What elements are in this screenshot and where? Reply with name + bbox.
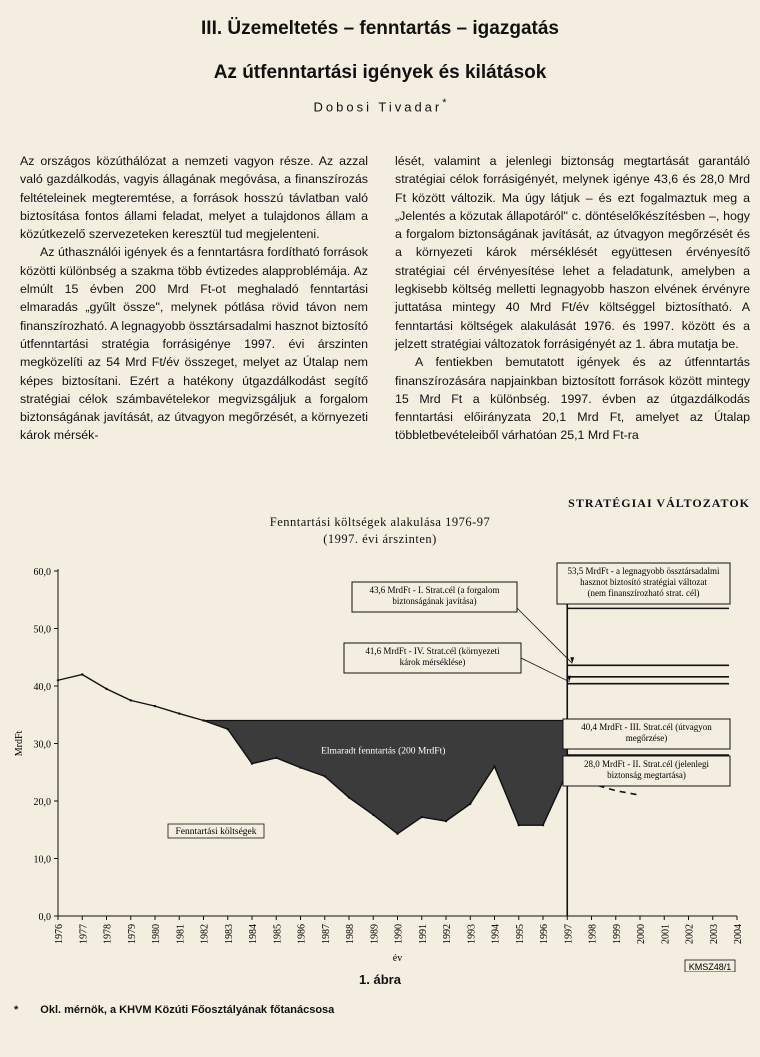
footnote xyxy=(14,1004,334,1016)
scenario-0-label-line-2: (nem finanszírozható strat. cél) xyxy=(587,588,700,598)
x-tick-label-1992: 1992 xyxy=(442,924,453,944)
cost-point-1980 xyxy=(154,705,156,707)
scenario-2-label-line-1: károk mérséklése) xyxy=(399,657,466,667)
y-axis-label: MrdFt xyxy=(14,730,25,757)
x-tick-label-1997: 1997 xyxy=(563,924,575,944)
x-tick-label-1979: 1979 xyxy=(126,924,138,944)
x-tick-label-1982: 1982 xyxy=(199,924,211,944)
scenario-1-arrow xyxy=(517,608,572,663)
cost-point-1993 xyxy=(469,803,471,805)
x-tick-label-1995: 1995 xyxy=(514,924,526,944)
cost-point-1995 xyxy=(518,824,520,826)
cost-point-1996 xyxy=(542,824,544,826)
cost-point-1992 xyxy=(445,820,447,822)
x-tick-label-1998: 1998 xyxy=(587,924,599,944)
x-tick-label-1989: 1989 xyxy=(369,924,381,944)
cost-point-1989 xyxy=(372,814,374,816)
gap-area-label: Elmaradt fenntartás (200 MrdFt) xyxy=(321,746,446,757)
x-tick-label-1980: 1980 xyxy=(151,924,162,944)
left-column xyxy=(20,152,368,445)
x-tick-label-1977: 1977 xyxy=(78,924,90,944)
x-tick-label-1999: 1999 xyxy=(611,924,623,944)
footnote-text: Okl. mérnök, a KHVM Közúti Főosztályának főtanácsosa xyxy=(40,1004,335,1016)
x-tick-label-1994: 1994 xyxy=(490,924,502,944)
maintenance-cost-chart xyxy=(0,560,760,972)
x-tick-label-1996: 1996 xyxy=(539,924,550,944)
x-tick-label-1976: 1976 xyxy=(54,924,65,944)
cost-point-1977 xyxy=(81,673,83,675)
x-tick-label-1991: 1991 xyxy=(417,924,429,944)
x-tick-label-1985: 1985 xyxy=(272,924,284,944)
section-title: III. Üzemeltetés – fenntartás – igazgatás xyxy=(201,18,559,39)
cost-point-1991 xyxy=(421,816,423,818)
scenario-3-label-line-0: 40,4 MrdFt - III. Strat.cél (útvagyon xyxy=(581,722,712,732)
x-tick-label-2001: 2001 xyxy=(660,924,672,944)
cost-point-1981 xyxy=(178,712,180,714)
y-tick-label-3: 30,0 xyxy=(33,739,51,751)
scenario-1-label-line-1: biztonságának javítása) xyxy=(392,596,477,606)
cost-point-1994 xyxy=(493,765,495,767)
x-tick-label-1988: 1988 xyxy=(345,924,356,944)
x-tick-label-2004: 2004 xyxy=(733,924,744,944)
x-tick-label-1993: 1993 xyxy=(466,924,478,944)
chart-title-line-1: Fenntartási költségek alakulása 1976-97 xyxy=(269,515,491,529)
chart-title xyxy=(200,514,560,548)
x-tick-label-2000: 2000 xyxy=(636,924,647,944)
left-paragraph-1: Az országos közúthálózat a nemzeti vagyon része. Az azzal való gazdálkodás, vagyis állagának megóvása, a finanszírozás feltételeinek megteremtése, a források hosszú távlatban való biztosítása fontos állami feladat, melyet a tulajdonos állam a közútkezelő szervezeteken keresztül tud megjelenteni. xyxy=(20,154,368,242)
right-paragraph-1: lését, valamint a jelenlegi biztonság megtartását garantáló stratégiai célok forrásigényét, melynek igénye 43,6 és 28,0 Mrd Ft között változik. Ma úgy látjuk – és ezt fogalmaztuk meg a „Jelentés a közutak állapotáról" c. döntéselőkészítésben –, hogy a forgalom biztonságának javítását, az útvagyon megőrzését és a környezeti károk mérséklését együttesen érvényesítő stratégiai cél érvényesítése lehet a feladatunk, amelyben a legkisebb költség melletti legnagyobb haszon elvének érvényre juttatása mintegy 40 Mrd Ft/év költséggel biztosítható. A fenntartási költségek alakulását 1976. és 1997. között és a jelzett stratégiai változatok forrásigényét az 1. ábra mutatja be. xyxy=(395,154,750,351)
y-tick-label-5: 50,0 xyxy=(33,624,51,636)
x-tick-label-1984: 1984 xyxy=(248,924,259,944)
chart-code: KMSZ48/1 xyxy=(688,962,732,972)
x-tick-label-1987: 1987 xyxy=(320,924,332,944)
right-column xyxy=(395,152,750,445)
x-axis-label: év xyxy=(392,953,403,964)
footnote-mark: * xyxy=(14,1004,19,1016)
right-paragraph-2: A fentiekben bemutatott igények és az útfenntartás finanszírozására napjainkban biztosított források között mintegy 15 Mrd Ft a különbség. 1997. évben az útgazdálkodás fenntartási előirányzata 20,1 Mrd Ft, amelyet az Útalap többletbevételeiből várhatóan 25,1 Mrd Ft-ra xyxy=(395,355,750,443)
cost-point-1982 xyxy=(202,719,204,721)
y-tick-label-6: 60,0 xyxy=(33,567,51,578)
x-tick-label-2003: 2003 xyxy=(708,924,720,944)
scenario-0-label-line-0: 53,5 MrdFt - a legnagyobb össztársadalmi xyxy=(567,566,720,576)
y-tick-label-4: 40,0 xyxy=(33,682,51,693)
strategiai-valtozatok-header: STRATÉGIAI VÁLTOZATOK xyxy=(568,496,750,510)
x-tick-label-1986: 1986 xyxy=(296,924,308,944)
author-name: Dobosi Tivadar xyxy=(313,99,443,115)
x-tick-label-1981: 1981 xyxy=(175,924,187,944)
y-tick-label-0: 0,0 xyxy=(38,912,51,923)
cost-point-1979 xyxy=(130,699,132,701)
cost-point-1987 xyxy=(324,775,326,777)
author-line xyxy=(0,97,760,114)
cost-series-label: Fenntartási költségek xyxy=(175,827,257,837)
x-tick-label-1990: 1990 xyxy=(393,924,405,944)
cost-point-1983 xyxy=(227,728,229,730)
scenario-1-label-line-0: 43,6 MrdFt - I. Strat.cél (a forgalom xyxy=(369,585,500,595)
y-tick-label-1: 10,0 xyxy=(33,854,51,866)
scenario-3-label-line-1: megőrzése) xyxy=(625,733,668,743)
cost-point-1986 xyxy=(299,766,301,768)
gap-area xyxy=(204,721,568,834)
cost-point-1990 xyxy=(396,833,398,835)
scenario-2-arrow xyxy=(521,658,569,682)
x-tick-label-1983: 1983 xyxy=(223,924,235,944)
scenario-4-label-line-1: biztonság megtartása) xyxy=(607,770,686,780)
cost-point-1978 xyxy=(105,688,107,690)
scenario-2-label-line-0: 41,6 MrdFt - IV. Strat.cél (környezeti xyxy=(365,646,500,656)
scenario-4-label-line-0: 28,0 MrdFt - II. Strat.cél (jelenlegi xyxy=(584,759,709,769)
y-tick-label-2: 20,0 xyxy=(33,797,51,808)
cost-point-1988 xyxy=(348,796,350,798)
chart-title-line-2: (1997. évi árszinten) xyxy=(323,532,437,546)
cost-point-1985 xyxy=(275,757,277,759)
scenario-0-label-line-1: hasznot biztosító stratégiai változat xyxy=(580,577,707,587)
author-footnote-mark: * xyxy=(442,97,447,109)
figure-caption: 1. ábra xyxy=(359,972,401,987)
left-paragraph-2: Az úthasználói igények és a fenntartásra fordítható források közötti különbség a szakma több évtizedes alapproblémája. Az elmúlt 15 évben 200 Mrd Ft-ot meghaladó fenntartási elmaradás „gyűlt össze", melynek pótlása rövid távon nem finanszírozható. A legnagyobb össztársadalmi hasznot biztosító útfenntartási stratégia forrásigénye 1997. évi árszinten megközelíti az 54 Mrd Ft/év összeget, melyet az Útalap nem képes biztosítani. Ezért a hatékony útgazdálkodást segítő stratégiai célok számbavételekor megvizsgáljuk a forgalom biztonságának javítását, az útvagyon megőrzését, a környezeti károk mérsék- xyxy=(20,245,368,443)
cost-point-1984 xyxy=(251,762,253,764)
x-tick-label-2002: 2002 xyxy=(684,924,696,944)
x-tick-label-1978: 1978 xyxy=(102,924,114,944)
article-title: Az útfenntartási igények és kilátások xyxy=(213,62,547,83)
